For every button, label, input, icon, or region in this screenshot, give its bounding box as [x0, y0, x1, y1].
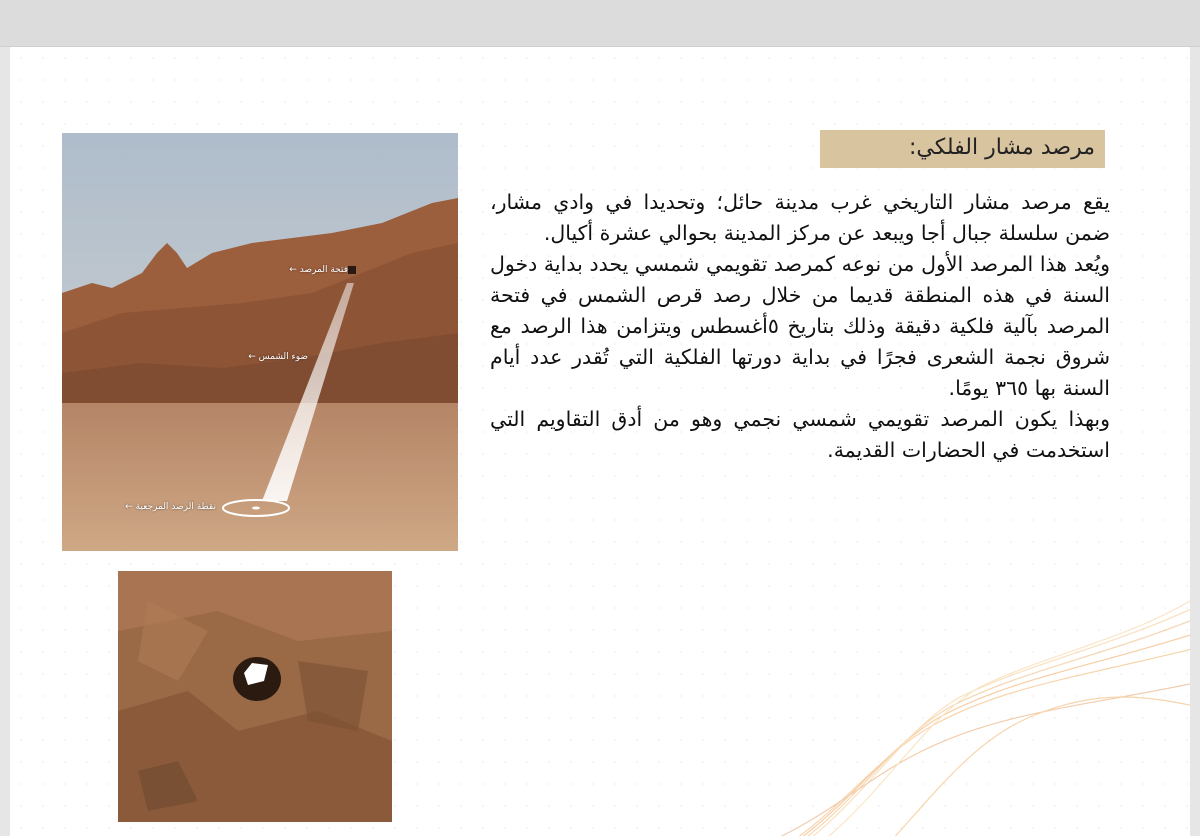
label-sunlight: ضوء الشمس ←	[248, 352, 308, 362]
observatory-landscape-photo	[62, 133, 458, 551]
label-observatory-opening: فتحة المرصد ←	[289, 265, 348, 275]
decorative-wave	[700, 587, 1190, 836]
document-page	[10, 47, 1190, 836]
section-title: مرصد مشار الفلكي:	[820, 130, 1105, 168]
rock-opening-illustration	[118, 571, 392, 822]
window-top-bar	[0, 0, 1200, 47]
observatory-opening-photo	[118, 571, 392, 822]
landscape-illustration	[62, 133, 458, 551]
paragraph-conclusion: وبهذا يكون المرصد تقويمي شمسي نجمي وهو من أدق التقاويم التي استخدمت في الحضارات القديمة.	[490, 407, 1110, 462]
paragraph-location: يقع مرصد مشار التاريخي غرب مدينة حائل؛ وتحديدا في وادي مشار، ضمن سلسلة جبال أجا ويبعد عن مركز المدينة بحوالي عشرة أكيال.	[490, 190, 1110, 245]
paragraph-description: ويُعد هذا المرصد الأول من نوعه كمرصد تقويمي شمسي يحدد بداية دخول السنة في هذه المنطقة قديما من خلال رصد قرص الشمس في فتحة المرصد بآلية فلكية دقيقة وذلك بتاريخ ٥أغسطس ويتزامن هذا الرصد مع شروق نجمة الشعرى فجرًا في بداية دورتها الفلكية التي تُقدر عدد أيام السنة بها ٣٦٥ يومًا.	[490, 252, 1110, 400]
label-reference-point: نقطة الرصد المرجعية ←	[125, 502, 216, 512]
article-body	[490, 187, 1110, 466]
